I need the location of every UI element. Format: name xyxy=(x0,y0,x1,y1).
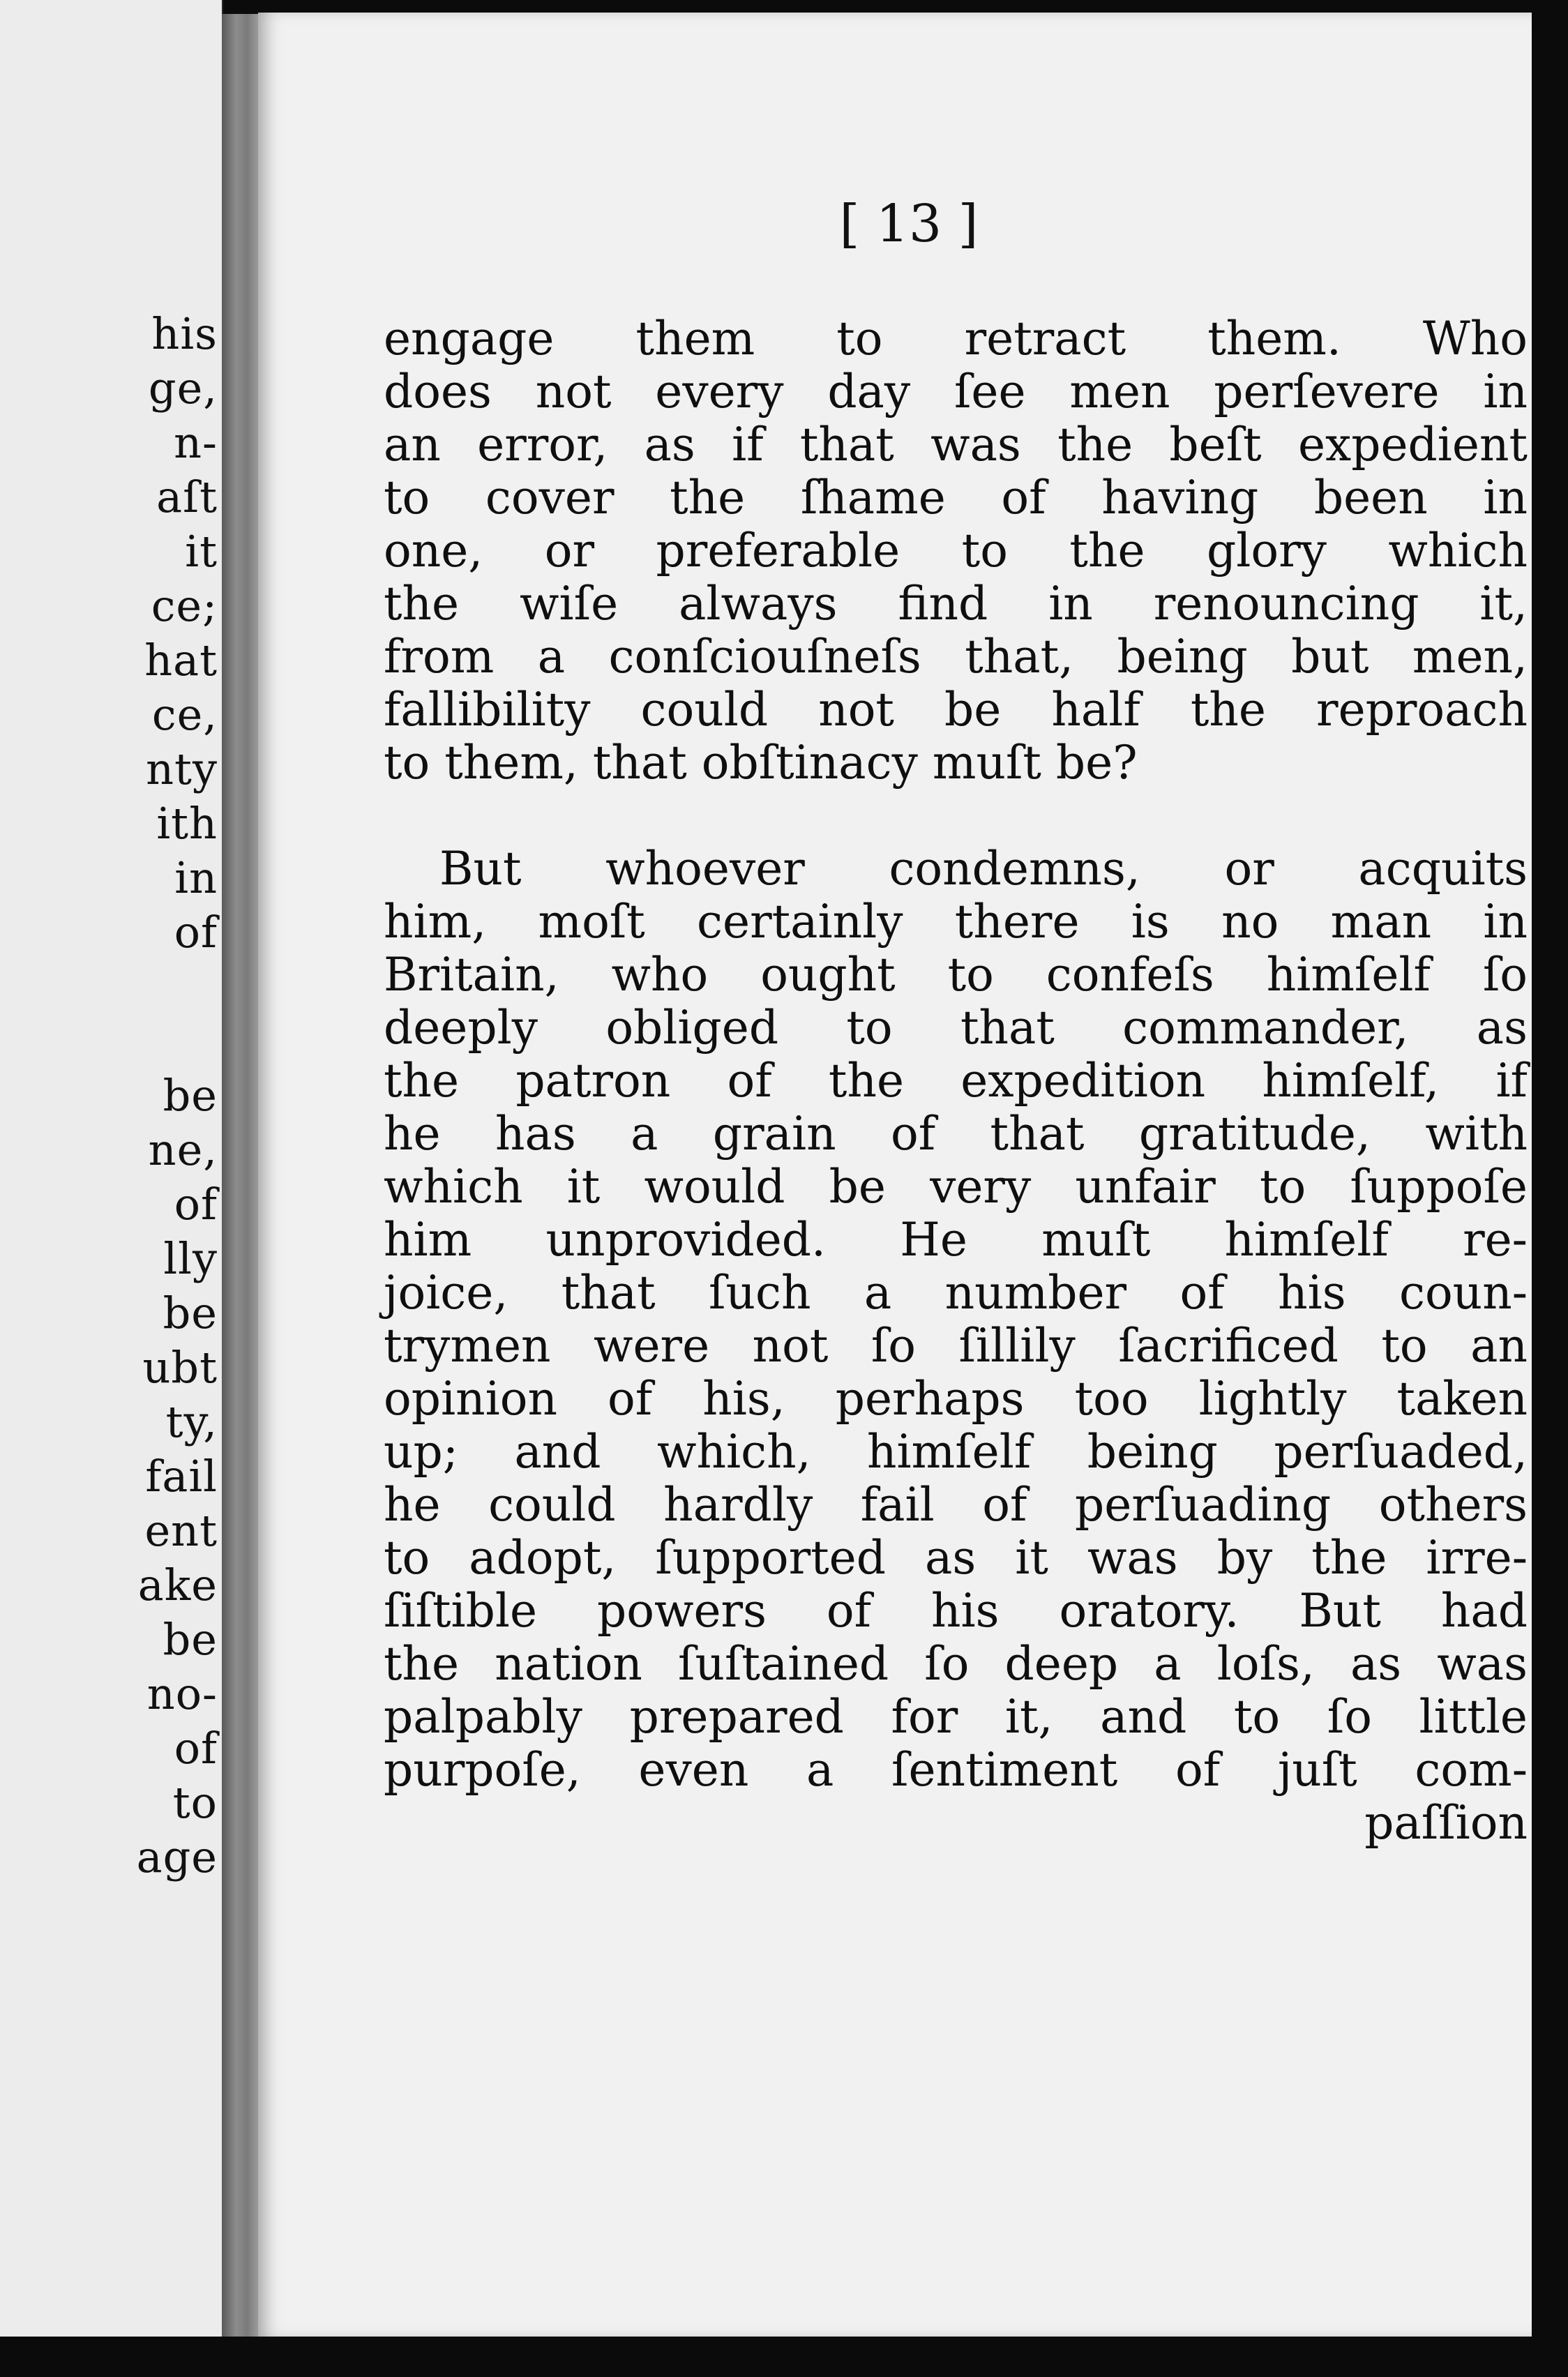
text-line: does not every day ſee men perſevere in xyxy=(384,365,1528,418)
text-line: deeply obliged to that commander, as xyxy=(384,1001,1528,1055)
left-fragment: ne, xyxy=(148,1124,218,1175)
left-fragment: age xyxy=(136,1832,218,1882)
text-line: opinion of his, perhaps too lightly taken xyxy=(384,1372,1528,1426)
text-line: him, moſt certainly there is no man in xyxy=(384,895,1528,949)
left-fragment: fail xyxy=(145,1451,218,1502)
left-fragment: ce, xyxy=(151,689,218,740)
left-fragment: to xyxy=(172,1777,218,1828)
text-line: Britain, who ought to confeſs himſelf ſo xyxy=(384,948,1528,1002)
left-fragment: of xyxy=(174,1723,218,1774)
paragraph-1 xyxy=(384,312,1528,790)
text-line: the patron of the expedition himſelf, if xyxy=(384,1054,1528,1108)
left-fragment xyxy=(137,960,218,1014)
left-fragment: aſt xyxy=(156,471,218,522)
text-line: to adopt, ſupported as it was by the irre- xyxy=(384,1531,1528,1585)
left-fragment xyxy=(137,1014,218,1069)
paragraph-gap xyxy=(384,790,1528,843)
left-fragment: nty xyxy=(146,744,218,794)
left-fragment: ake xyxy=(137,1560,218,1610)
left-fragment: no- xyxy=(146,1668,218,1719)
left-facing-page xyxy=(0,0,223,2337)
text-line: purpoſe, even a ſentiment of juſt com- xyxy=(384,1743,1528,1797)
left-fragment: ce; xyxy=(151,580,218,631)
text-line: an error, as if that was the beſt expedient xyxy=(384,418,1528,471)
text-line: the nation ſuſtained ſo deep a loſs, as was xyxy=(384,1637,1528,1691)
left-page-text-fragments xyxy=(137,307,218,1885)
catchword: paſſion xyxy=(1364,1796,1528,1850)
scan-bottom-edge xyxy=(0,2337,1568,2377)
text-line: ſiſtible powers of his oratory. But had xyxy=(384,1584,1528,1638)
left-fragment: ty, xyxy=(165,1396,218,1447)
text-line: joice, that ſuch a number of his coun- xyxy=(384,1266,1528,1320)
left-fragment: of xyxy=(174,907,218,958)
text-line: which it would be very unfair to ſuppoſe xyxy=(384,1160,1528,1214)
left-fragment: ith xyxy=(156,798,218,849)
left-fragment: ent xyxy=(144,1505,218,1556)
body-text xyxy=(384,312,1528,1850)
text-line: he has a grain of that gratitude, with xyxy=(384,1107,1528,1161)
left-fragment: be xyxy=(163,1614,218,1665)
left-fragment: it xyxy=(185,526,218,577)
text-line: trymen were not ſo ſillily ſacrificed to an xyxy=(384,1319,1528,1373)
left-fragment: be xyxy=(163,1070,218,1121)
text-line: fallibility could not be half the reproach xyxy=(384,683,1528,737)
text-line: engage them to retract them. Who xyxy=(384,312,1528,365)
page-number: [ 13 ] xyxy=(839,194,979,254)
left-fragment: be xyxy=(163,1288,218,1338)
book-gutter xyxy=(222,14,258,2337)
text-line: to cover the ſhame of having been in xyxy=(384,471,1528,525)
text-line: palpably prepared for it, and to ſo little xyxy=(384,1690,1528,1744)
left-fragment: in xyxy=(174,852,218,903)
text-line: the wiſe always find in renouncing it, xyxy=(384,577,1528,631)
text-line: him unprovided. He muſt himſelf re- xyxy=(384,1213,1528,1267)
text-line: to them, that obſtinacy muſt be? xyxy=(384,736,1138,790)
text-line: up; and which, himſelf being perſuaded, xyxy=(384,1425,1528,1479)
left-fragment: hat xyxy=(144,635,218,686)
text-line: from a conſciouſneſs that, being but men, xyxy=(384,630,1528,684)
left-fragment: of xyxy=(174,1179,218,1230)
text-line: one, or preferable to the glory which xyxy=(384,524,1528,578)
left-fragment: his xyxy=(151,308,218,359)
text-line: But whoever condemns, or acquits xyxy=(439,842,1528,896)
left-fragment: lly xyxy=(163,1233,218,1284)
left-fragment: n- xyxy=(174,417,218,468)
right-page xyxy=(258,13,1532,2337)
left-fragment: ge, xyxy=(148,363,218,414)
text-line: he could hardly fail of perſuading others xyxy=(384,1478,1528,1532)
paragraph-2 xyxy=(384,843,1528,1797)
left-fragment: ubt xyxy=(142,1342,218,1393)
